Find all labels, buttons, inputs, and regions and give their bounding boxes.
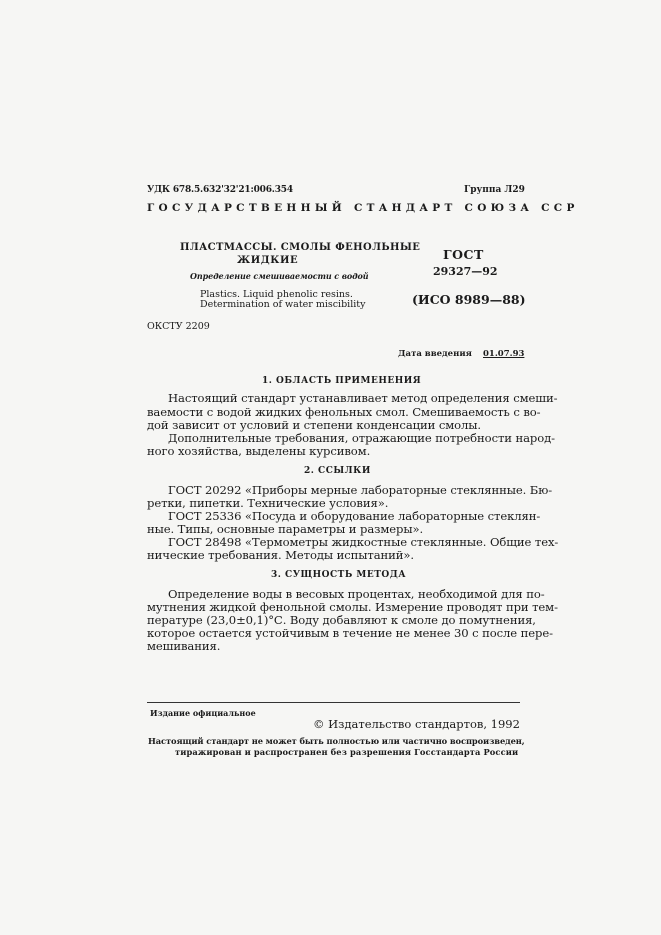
section-text-line: пературе (23,0±0,1)°С. Воду добавляют к смоле до помутнения,: [147, 613, 536, 627]
section-text-line: дой зависит от условий и степени конденсации смолы.: [147, 418, 482, 432]
footer-divider: [147, 702, 520, 703]
official-edition-label: Издание официальное: [150, 708, 256, 718]
document-title-line1: ПЛАСТМАССЫ. СМОЛЫ ФЕНОЛЬНЫЕ: [180, 242, 421, 253]
english-title-line2: Determination of water miscibility: [200, 299, 366, 310]
section-text-line: ного хозяйства, выделены курсивом.: [147, 444, 371, 458]
copyright-notice: © Издательство стандартов, 1992: [313, 717, 520, 731]
section-text-line: ные. Типы, основные параметры и размеры».: [147, 522, 424, 536]
okstu-code: ОКСТУ 2209: [147, 321, 210, 332]
section-heading-references: 2. ССЫЛКИ: [304, 466, 371, 476]
section-text-line: Определение воды в весовых процентах, необходимой для по-: [168, 587, 545, 601]
section-text-line: Дополнительные требования, отражающие потребности народ-: [168, 431, 555, 445]
section-heading-method: 3. СУЩНОСТЬ МЕТОДА: [271, 570, 407, 580]
section-text-line: мутнения жидкой фенольной смолы. Измерение проводят при тем-: [147, 600, 558, 614]
english-title-line1: Plastics. Liquid phenolic resins.: [200, 289, 353, 300]
document-subtitle: Определение смешиваемости с водой: [190, 271, 369, 281]
introduction-date-label: Дата введения: [398, 349, 472, 359]
section-text-line: ГОСТ 20292 «Приборы мерные лабораторные стеклянные. Бю-: [168, 483, 553, 497]
iso-reference: (ИСО 8989—88): [412, 292, 526, 307]
gost-number: 29327—92: [433, 265, 498, 278]
introduction-date-value: 01.07.93: [483, 349, 525, 359]
state-standard-banner: ГОСУДАРСТВЕННЫЙ СТАНДАРТ СОЮЗА ССР: [147, 202, 579, 214]
section-text-line: которое остается устойчивым в течение не менее 30 с после пере-: [147, 626, 553, 640]
section-text-line: Настоящий стандарт устанавливает метод определения смеши-: [168, 391, 558, 405]
document-title-line2: ЖИДКИЕ: [237, 255, 299, 266]
gost-label: ГОСТ: [443, 247, 484, 262]
reproduction-notice-line2: тиражирован и распространен без разрешения Госстандарта России: [175, 747, 519, 757]
section-text-line: ваемости с водой жидких фенольных смол. Смешиваемость с во-: [147, 405, 541, 419]
reproduction-notice-line1: Настоящий стандарт не может быть полностью или частично воспроизведен,: [148, 736, 525, 746]
section-text-line: мешивания.: [147, 639, 221, 653]
section-heading-scope: 1. ОБЛАСТЬ ПРИМЕНЕНИЯ: [262, 376, 422, 386]
section-text-line: ретки, пипетки. Технические условия».: [147, 496, 389, 510]
section-text-line: нические требования. Методы испытаний».: [147, 548, 414, 562]
section-text-line: ГОСТ 25336 «Посуда и оборудование лабораторные стеклян-: [168, 509, 541, 523]
udk-code: УДК 678.5.632'32'21:006.354: [147, 185, 293, 195]
section-text-line: ГОСТ 28498 «Термометры жидкостные стеклянные. Общие тех-: [168, 535, 559, 549]
group-code: Группа Л29: [464, 185, 525, 195]
